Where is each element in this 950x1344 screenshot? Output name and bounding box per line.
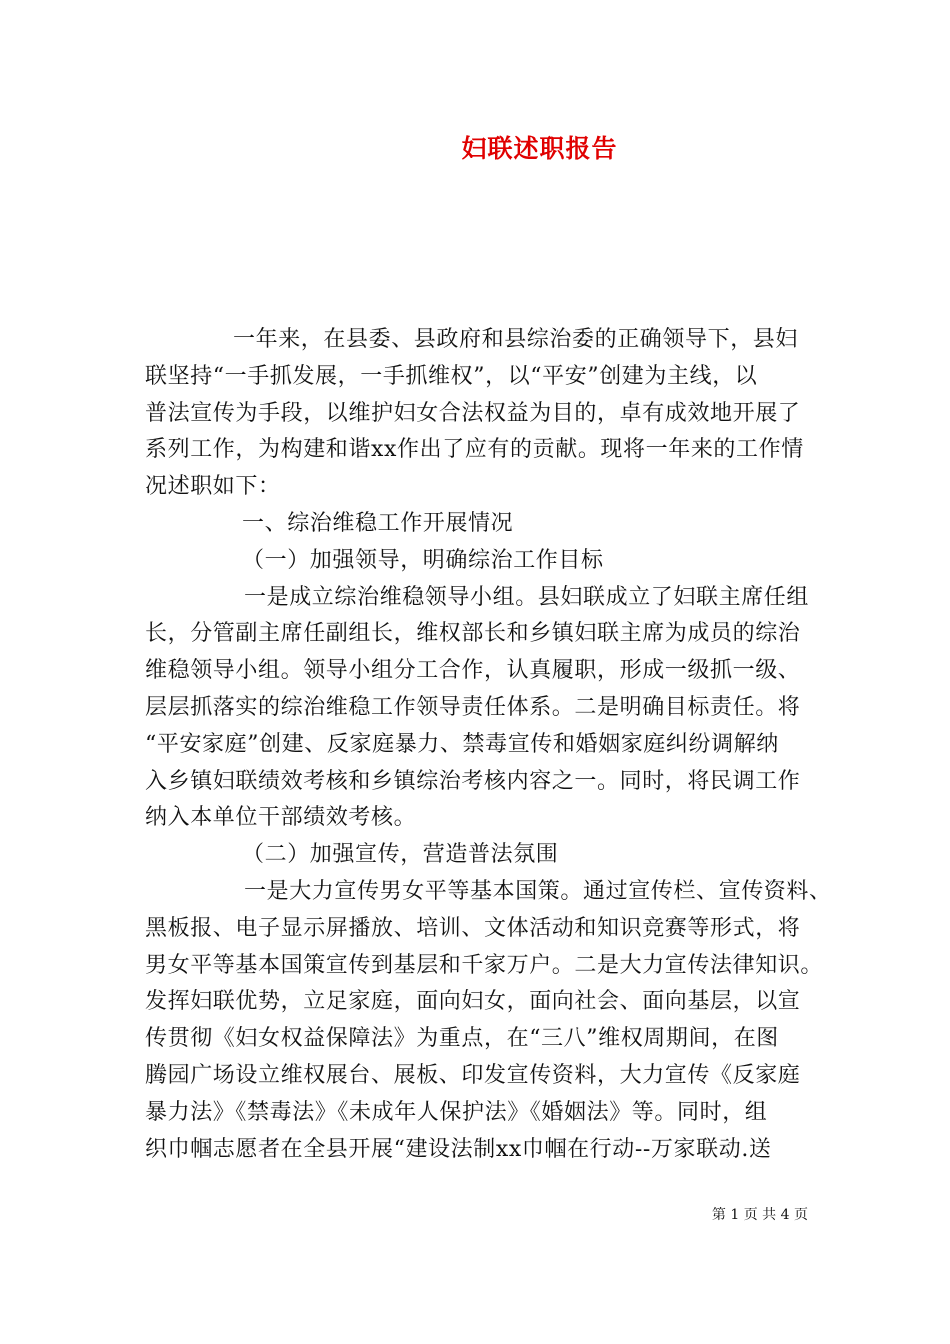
body-line: 黑板报、电子显示屏播放、培训、文体活动和知识竞赛等形式，将: [145, 915, 801, 941]
body-line: 联坚持“一手抓发展，一手抓维权”，以“平安”创建为主线，以: [145, 363, 758, 389]
section-heading: 一、综治维稳工作开展情况: [242, 510, 514, 536]
body-line: 层层抓落实的综治维稳工作领导责任体系。二是明确目标责任。将: [145, 694, 801, 720]
subsection-heading: （二）加强宣传，营造普法氛围: [242, 842, 559, 868]
body-line: 发挥妇联优势，立足家庭，面向妇女，面向社会、面向基层，以宣: [145, 989, 801, 1015]
body-line: 况述职如下：: [145, 474, 281, 500]
body-line: 一是成立综治维稳领导小组。县妇联成立了妇联主席任组: [244, 584, 810, 610]
body-line: 传贯彻《妇女权益保障法》为重点，在“三八”维权周期间，在图: [145, 1026, 779, 1052]
document-title: 妇联述职报告: [461, 134, 618, 163]
page-footer: 第 1 页 共 4 页: [711, 1207, 808, 1223]
body-line: 一年来，在县委、县政府和县综治委的正确领导下，县妇: [233, 327, 799, 352]
body-line: 织巾帼志愿者在全县开展“建设法制xx巾帼在行动--万家联动.送: [145, 1136, 772, 1162]
subsection-heading: （一）加强领导，明确综治工作目标: [242, 547, 604, 573]
body-line: 入乡镇妇联绩效考核和乡镇综治考核内容之一。同时，将民调工作: [145, 768, 801, 794]
body-line: 系列工作，为构建和谐xx作出了应有的贡献。现将一年来的工作情: [145, 437, 804, 463]
body-line: 普法宣传为手段，以维护妇女合法权益为目的，卓有成效地开展了: [145, 400, 801, 426]
body-line: 暴力法》《禁毒法》《未成年人保护法》《婚姻法》等。同时，组: [145, 1099, 768, 1125]
document-body: [145, 322, 832, 1168]
body-line: 腾园广场设立维权展台、展板、印发宣传资料，大力宣传《反家庭: [145, 1062, 801, 1088]
body-line: “平安家庭”创建、反家庭暴力、禁毒宣传和婚姻家庭纠纷调解纳: [145, 731, 779, 757]
body-line: 纳入本单位干部绩效考核。: [145, 805, 417, 831]
body-line: 一是大力宣传男女平等基本国策。通过宣传栏、宣传资料、: [244, 878, 832, 904]
body-line: 长，分管副主席任副组长，维权部长和乡镇妇联主席为成员的综治: [145, 621, 801, 647]
body-line: 男女平等基本国策宣传到基层和千家万户。二是大力宣传法律知识。: [145, 952, 824, 978]
body-line: 维稳领导小组。领导小组分工合作，认真履职，形成一级抓一级、: [145, 658, 801, 684]
